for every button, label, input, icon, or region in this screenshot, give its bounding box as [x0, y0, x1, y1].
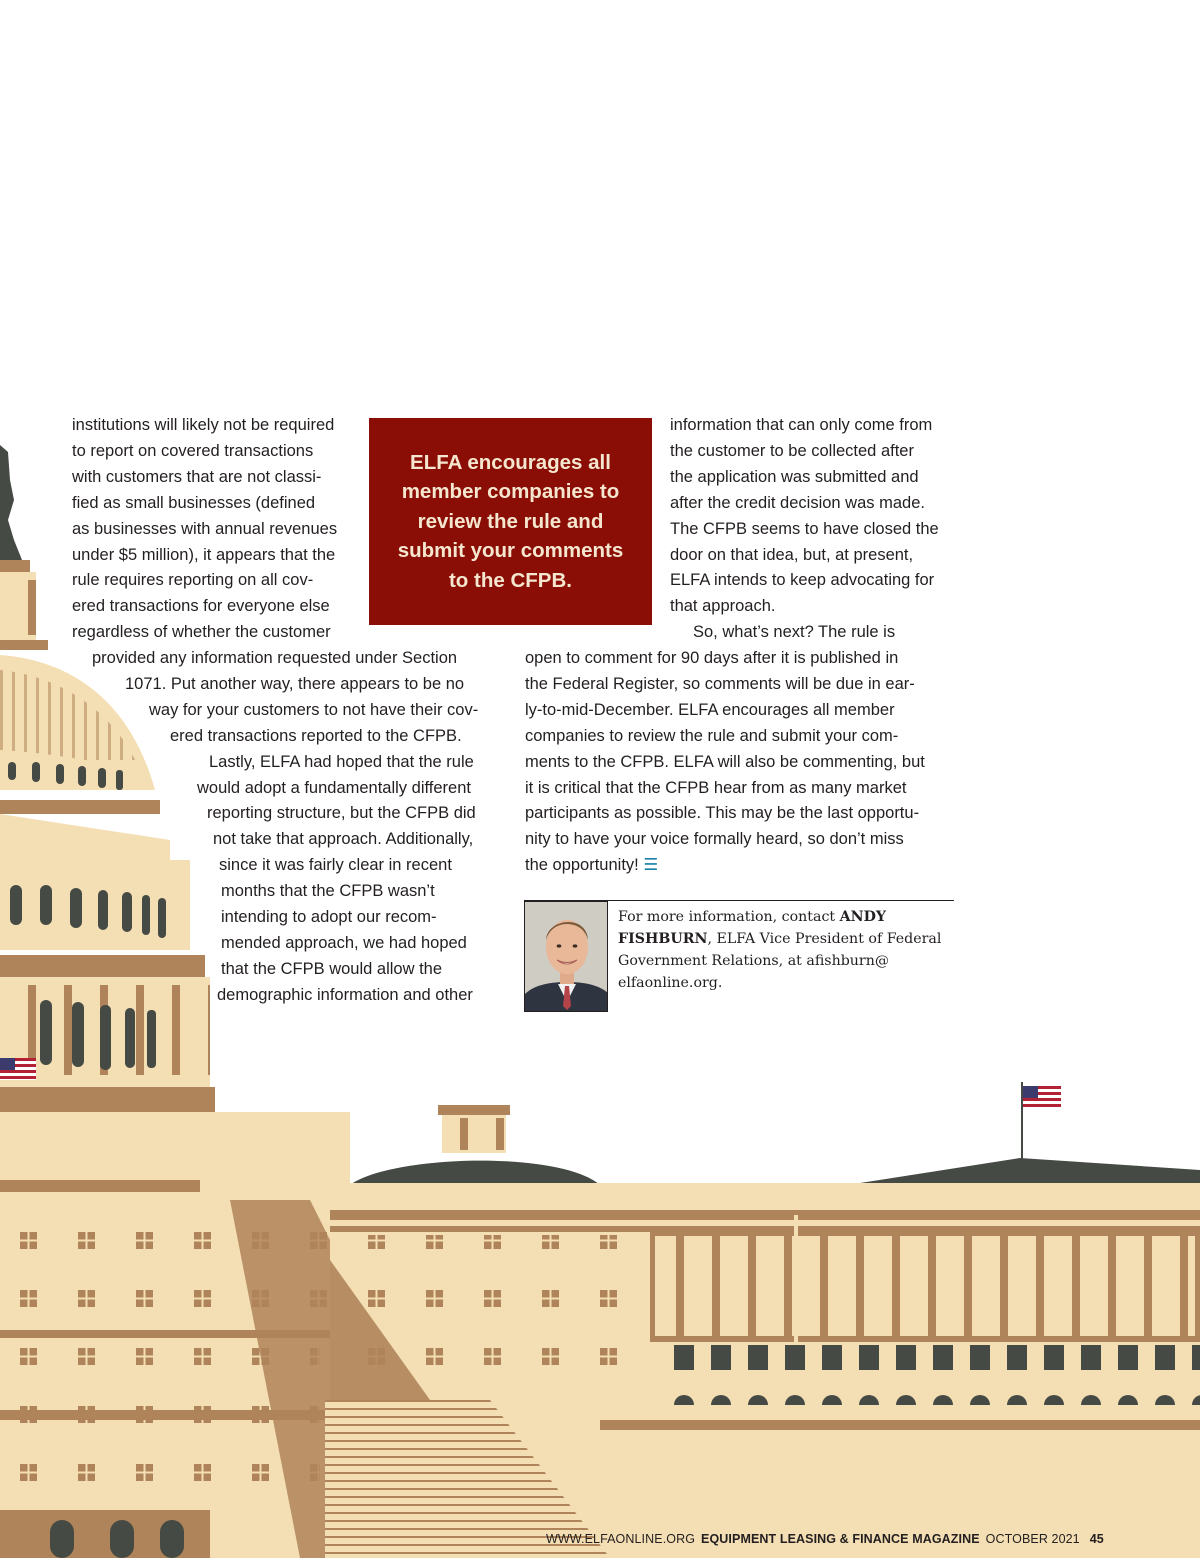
bio-line [618, 928, 941, 950]
pull-quote-line: ELFA encourages all [410, 450, 611, 474]
body-text-line: ments to the CFPB. ELFA will also be commenting, but [525, 752, 925, 771]
body-text-line: fied as small businesses (defined [72, 493, 316, 512]
footer-issue-date: OCTOBER 2021 [985, 1532, 1080, 1546]
body-text-line: ered transactions reported to the CFPB. [170, 726, 462, 745]
pull-quote-line: to the CFPB. [448, 568, 572, 592]
bio-text: , ELFA Vice President of Federal [707, 931, 942, 947]
pull-quote-line: review the rule and [417, 509, 604, 533]
author-photo [524, 901, 608, 1012]
body-text-line: months that the CFPB wasn’t [221, 882, 435, 901]
body-text-line: with customers that are not classi- [72, 467, 322, 486]
page-number: 45 [1089, 1532, 1104, 1546]
body-text-line: provided any information requested under Section [92, 649, 458, 667]
footer-magazine-title: EQUIPMENT LEASING & FINANCE MAGAZINE [701, 1532, 980, 1546]
body-text-line: as businesses with annual revenues [72, 519, 338, 538]
body-text-line [525, 853, 925, 879]
body-text-line: 1071. Put another way, there appears to be no [125, 674, 465, 693]
body-text-line: it is critical that the CFPB hear from as many market [525, 778, 907, 797]
end-mark-icon: ☰ [643, 856, 659, 875]
body-text-line: the Federal Register, so comments will be due in ear- [525, 674, 915, 693]
body-text-line: demographic information and other [217, 985, 473, 1004]
bio-line: elfaonline.org. [618, 975, 723, 991]
body-text-line: ered transactions for everyone else [72, 597, 330, 616]
body-text-line: information that can only come from [670, 416, 933, 434]
pull-quote-line: submit your comments [397, 539, 624, 563]
body-text-line: intending to adopt our recom- [221, 908, 437, 927]
body-text-line: mended approach, we had hoped [221, 933, 467, 952]
body-text-line: rule requires reporting on all cov- [72, 571, 314, 590]
body-text-line: not take that approach. Additionally, [213, 830, 474, 849]
author-name-first: ANDY [839, 909, 887, 925]
author-name-last: FISHBURN [618, 931, 708, 947]
author-bio [618, 906, 941, 994]
body-text-last: the opportunity! [525, 856, 639, 875]
article-column-2-top [670, 413, 939, 646]
body-text-line: the application was submitted and [670, 467, 919, 486]
body-text-line: nity to have your voice formally heard, so don’t miss [525, 830, 904, 849]
body-text-line: open to comment for 90 days after it is published in [525, 649, 899, 667]
body-text-line: the customer to be collected after [670, 441, 914, 460]
body-text-line: ly-to-mid-December. ELFA encourages all member [525, 700, 895, 719]
body-text-line: reporting structure, but the CFPB did [207, 804, 476, 823]
body-text-line: ELFA intends to keep advocating for [670, 571, 935, 590]
body-text-line: that approach. [670, 597, 776, 616]
body-text-line: under $5 million), it appears that the [72, 545, 336, 564]
article-column-1-wrap [0, 646, 478, 1009]
body-text-line: would adopt a fundamentally different [197, 778, 471, 797]
page-footer [546, 1532, 1104, 1546]
body-text-line: door on that idea, but, at present, [670, 545, 914, 564]
body-text-line: way for your customers to not have their cov- [149, 700, 479, 719]
body-text-line: So, what’s next? The rule is [693, 623, 896, 642]
body-text-line: Lastly, ELFA had hoped that the rule [209, 752, 474, 771]
body-text-line: since it was fairly clear in recent [219, 856, 452, 875]
body-text-line: after the credit decision was made. [670, 493, 925, 512]
article-column-1-top [72, 413, 337, 646]
body-text-line: regardless of whether the customer [72, 623, 331, 642]
article-column-2-main [525, 646, 925, 879]
body-text-line: to report on covered transactions [72, 441, 314, 460]
footer-url: WWW.ELFAONLINE.ORG [546, 1532, 696, 1546]
pull-quote [369, 418, 652, 625]
body-text-line: institutions will likely not be required [72, 416, 335, 434]
body-text-line: The CFPB seems to have closed the [670, 519, 939, 538]
bio-line: Government Relations, at afishburn@ [618, 953, 890, 969]
bio-line [618, 906, 941, 928]
bio-text: For more information, contact [618, 909, 840, 925]
body-text-line: that the CFPB would allow the [221, 959, 443, 978]
body-text-line: participants as possible. This may be the last opportu- [525, 804, 920, 823]
pull-quote-line: member companies to [401, 480, 620, 504]
body-text-line: companies to review the rule and submit your com- [525, 726, 899, 745]
